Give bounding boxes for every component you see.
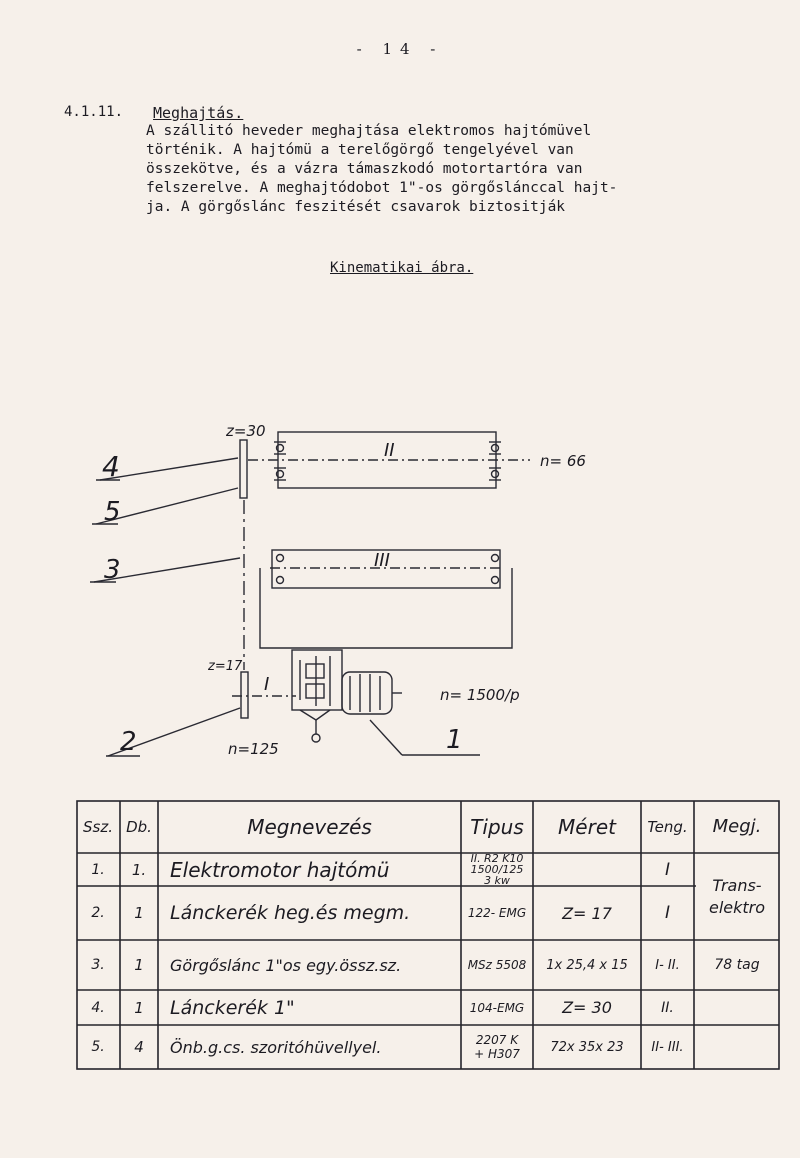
row2-teng: I	[664, 903, 670, 923]
section-title: Meghajtás.	[153, 104, 244, 122]
tipus-line: 3 kw	[484, 874, 510, 887]
row5-teng: II- III.	[651, 1039, 684, 1055]
label-z17: z=17	[208, 659, 243, 674]
row2-ssz: 2.	[91, 905, 105, 921]
tipus-line: 2207 K	[475, 1033, 519, 1047]
paragraph-line: felszerelve. A meghajtódobot 1"-os görgőslánccal hajt-	[146, 180, 618, 196]
header-megj: Megj.	[712, 816, 762, 837]
row5-tipus	[461, 1025, 533, 1069]
header-ssz: Ssz.	[83, 817, 113, 836]
tipus-line: + H307	[474, 1047, 520, 1061]
paragraph-line: A szállitó heveder meghajtása elektromos hajtómüvel	[146, 123, 592, 139]
megj-line: Trans-	[712, 875, 762, 895]
row2-name: Lánckerék heg.és megm.	[170, 902, 411, 924]
header-megnevezes: Megnevezés	[247, 814, 372, 839]
section-number: 4.1.11.	[64, 104, 124, 120]
row5-ssz: 5.	[91, 1039, 105, 1055]
row3-ssz: 3.	[91, 957, 105, 973]
row1-db: 1.	[131, 860, 147, 879]
paragraph-line: történik. A hajtómü a terelőgörgő tengelyével van	[146, 142, 574, 158]
sprocket-z17	[241, 672, 248, 718]
callout-2: 2	[120, 727, 137, 757]
sprocket-z30	[240, 440, 247, 498]
megj-line: elektro	[708, 897, 766, 917]
row3-db: 1	[134, 956, 144, 974]
label-n125: n=125	[228, 740, 279, 758]
paragraph-line: ja. A görgőslánc feszitését csavarok biztositják	[146, 199, 566, 215]
row5-meret: 72x 35x 23	[550, 1039, 624, 1055]
kinematic-diagram	[0, 400, 800, 780]
row4-teng: II.	[661, 999, 674, 1016]
row1-tipus	[461, 853, 533, 886]
row4-ssz: 4.	[91, 999, 105, 1016]
row3-tipus: MSz 5508	[467, 958, 527, 972]
row1-ssz: 1.	[91, 861, 105, 878]
callout-4: 4	[102, 450, 120, 483]
row5-db: 4	[134, 1038, 144, 1056]
row1-name: Elektromotor hajtómü	[170, 857, 390, 882]
label-shaft-3: III	[374, 550, 390, 571]
tipus-line: II. R2 K10	[470, 852, 524, 865]
label-n66: n= 66	[540, 452, 586, 470]
row3-teng: I- II.	[655, 957, 680, 973]
header-tipus: Tipus	[470, 814, 524, 839]
row3-name: Görgőslánc 1"os egy.össz.sz.	[170, 955, 402, 975]
label-z30: z=30	[226, 422, 266, 440]
row2-tipus: 122- EMG	[467, 906, 527, 920]
diagram-title: Kinematikai ábra.	[330, 260, 474, 276]
row1-teng: I	[664, 859, 670, 880]
frame	[260, 568, 512, 648]
row3-megj: 78 tag	[714, 957, 760, 973]
label-shaft-1: I	[264, 674, 270, 695]
header-meret: Méret	[558, 814, 616, 839]
callout-5: 5	[104, 497, 121, 527]
header-db: Db.	[126, 817, 152, 836]
body-paragraph	[146, 122, 686, 217]
row4-meret: Z= 30	[562, 998, 612, 1017]
tipus-line: 1500/125	[470, 863, 524, 876]
label-n1500: n= 1500/p	[440, 686, 520, 704]
row4-db: 1	[134, 998, 144, 1017]
row2-meret: Z= 17	[562, 903, 612, 923]
page-number: - 14 -	[356, 40, 444, 58]
callout-3: 3	[104, 555, 121, 585]
row4-name: Lánckerék 1"	[170, 996, 295, 1019]
row1-2-megj	[694, 853, 780, 940]
row3-meret: 1x 25,4 x 15	[546, 957, 628, 973]
paragraph-line: összekötve, és a vázra támaszkodó motortartóra van	[146, 161, 583, 177]
callout-1: 1	[446, 725, 463, 755]
row5-name: Önb.g.cs. szoritóhüvellyel.	[170, 1037, 382, 1057]
row2-db: 1	[134, 904, 144, 922]
parts-table	[76, 800, 780, 1070]
label-shaft-2: II	[384, 440, 395, 461]
row4-tipus: 104-EMG	[469, 1000, 525, 1015]
header-teng: Teng.	[647, 817, 688, 836]
